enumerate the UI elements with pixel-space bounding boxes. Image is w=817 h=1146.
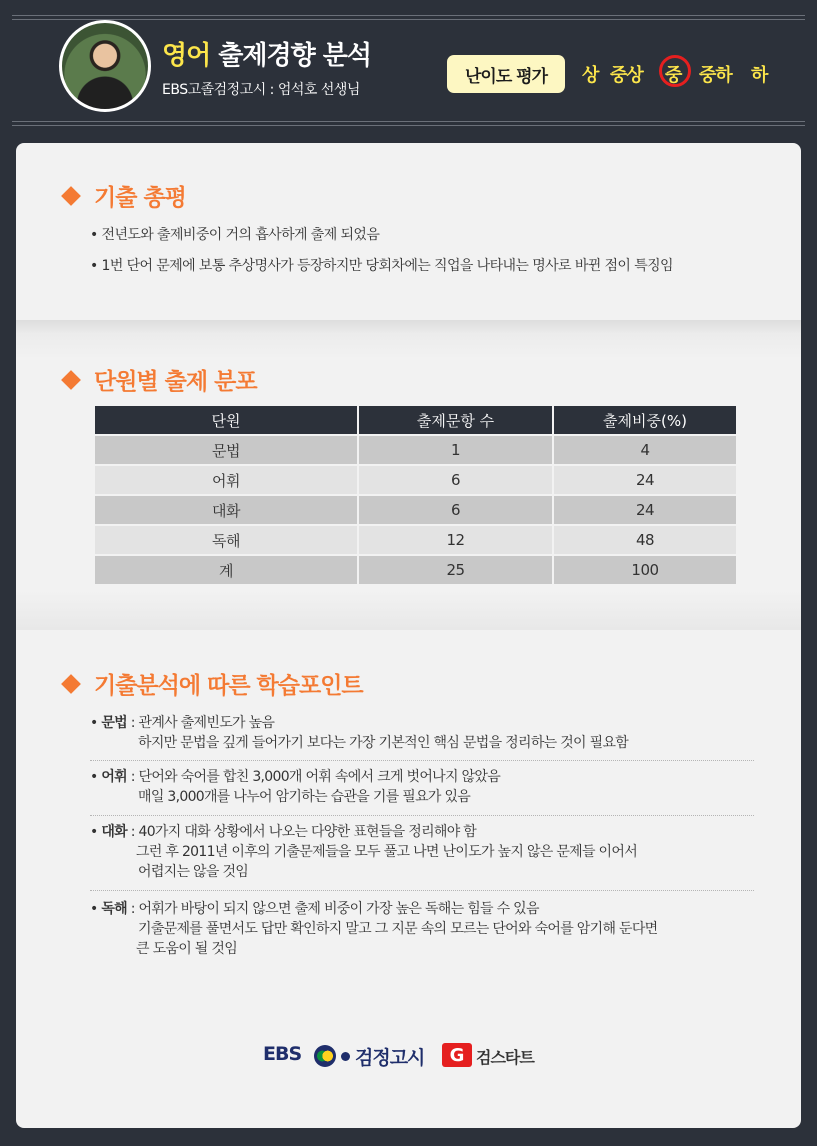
teacher-avatar (59, 20, 151, 112)
header-bottom-rule-2 (12, 125, 805, 126)
point-line: 그런 후 2011년 이후의 기출문제들을 모두 풀고 나면 난이도가 높지 않은 문제들 이어서 (136, 844, 638, 860)
title-rest: 출제경향 분석 (210, 41, 372, 71)
ebs-logo-icon (314, 1045, 336, 1067)
point-head: 독해 (101, 901, 127, 917)
header-bottom-rule (12, 121, 805, 122)
point-line: 하지만 문법을 깊게 들어가기 보다는 가장 기본적인 핵심 문법을 정리하는 것이 필요함 (138, 735, 629, 751)
level-mid-selected: 중 (665, 61, 681, 87)
footer-logos (16, 1039, 801, 1069)
table-row (95, 466, 736, 494)
table-row (95, 556, 736, 584)
study-point-dialogue: • 대화 : 40가지 대화 상황에서 나오는 다양한 표현들을 정리해야 함 그런 후 2011년 이후의 기출문제들을 모두 풀고 나면 난이도가 높지 않은 문제들 이어서 어렵지는 않을 것임 (90, 822, 754, 882)
table-cell: 12 (359, 526, 552, 554)
distribution-title-text: 단원별 출제 분포 (94, 369, 257, 395)
table-cell: 6 (359, 496, 552, 524)
table-cell: 48 (554, 526, 736, 554)
divider (90, 890, 754, 891)
table-cell: 어휘 (95, 466, 357, 494)
level-mid-low: 중하 (699, 65, 732, 86)
summary-bullet: • 1번 단어 문제에 보통 추상명사가 등장하지만 당회차에는 직업을 나타내는 명사로 바뀐 점이 특징임 (90, 255, 673, 275)
ebs-logo-text: EBS (263, 1043, 302, 1065)
table-cell: 6 (359, 466, 552, 494)
table-cell: 독해 (95, 526, 357, 554)
study-point-reading: • 독해 : 어휘가 바탕이 되지 않으면 출제 비중이 가장 높은 독해는 힘들 수 있음 기출문제를 풀면서도 답만 확인하지 말고 그 지문 속의 모르는 단어와 숙어를 암기해 둔다면 큰 도움이 될 것임 (90, 899, 754, 959)
ebs-dot-icon (341, 1052, 350, 1061)
study-points-title-text: 기출분석에 따른 학습포인트 (94, 673, 363, 699)
point-line: 큰 도움이 될 것임 (136, 941, 238, 957)
point-line: 관계사 출제빈도가 높음 (138, 715, 275, 731)
point-line: 40가지 대화 상황에서 나오는 다양한 표현들을 정리해야 함 (138, 824, 477, 840)
table-cell: 대화 (95, 496, 357, 524)
table-cell: 25 (359, 556, 552, 584)
header-top-rule (12, 15, 805, 16)
study-point-vocabulary: • 어휘 : 단어와 숙어를 합친 3,000개 어휘 속에서 크게 벗어나지 않았음 매일 3,000개를 나누어 암기하는 습관을 기를 필요가 있음 (90, 767, 754, 807)
point-head: 문법 (101, 715, 127, 731)
table-row (95, 496, 736, 524)
table-row (95, 436, 736, 464)
difficulty-badge: 난이도 평가 (447, 55, 565, 93)
table-header: 출제비중(%) (554, 406, 736, 434)
point-line: 단어와 숙어를 합친 3,000개 어휘 속에서 크게 벗어나지 않았음 (138, 769, 501, 785)
level-high: 상 (582, 65, 599, 86)
point-head: 대화 (101, 824, 127, 840)
title-highlight: 영어 (162, 41, 211, 71)
gstart-logo-icon: G (442, 1043, 472, 1067)
summary-section-title (61, 179, 186, 212)
diamond-icon (61, 674, 81, 694)
divider (90, 815, 754, 816)
divider (90, 760, 754, 761)
diamond-icon (61, 186, 81, 206)
table-cell: 24 (554, 466, 736, 494)
content-card (16, 143, 801, 1128)
diamond-icon (61, 370, 81, 390)
summary-title-text: 기출 총평 (94, 185, 186, 211)
table-row (95, 526, 736, 554)
table-cell: 계 (95, 556, 357, 584)
point-line: 매일 3,000개를 나누어 암기하는 습관을 기를 필요가 있음 (138, 789, 471, 805)
table-cell: 24 (554, 496, 736, 524)
level-low: 하 (751, 65, 768, 86)
distribution-section-title (61, 363, 257, 396)
page-subtitle: EBS고졸검정고시 : 엄석호 선생님 (162, 82, 360, 98)
study-point-grammar: • 문법 : 관계사 출제빈도가 높음 하지만 문법을 깊게 들어가기 보다는 가장 기본적인 핵심 문법을 정리하는 것이 필요함 (90, 713, 754, 753)
table-cell: 100 (554, 556, 736, 584)
table-cell: 4 (554, 436, 736, 464)
point-line: 어렵지는 않을 것임 (138, 864, 249, 880)
summary-bullet: • 전년도와 출제비중이 거의 흡사하게 출제 되었음 (90, 224, 379, 244)
point-line: 어휘가 바탕이 되지 않으면 출제 비중이 가장 높은 독해는 힘들 수 있음 (138, 901, 539, 917)
gstart-text: 검스타트 (476, 1048, 534, 1067)
table-header-row (95, 406, 736, 434)
brand-text: 검정고시 (355, 1047, 425, 1069)
table-cell: 1 (359, 436, 552, 464)
table-header: 출제문항 수 (359, 406, 552, 434)
point-line: 기출문제를 풀면서도 답만 확인하지 말고 그 지문 속의 모르는 단어와 숙어를 암기해 둔다면 (138, 921, 658, 937)
table-cell: 문법 (95, 436, 357, 464)
level-mid-high: 중상 (610, 65, 643, 86)
distribution-table (93, 404, 738, 586)
header-top-rule-2 (12, 19, 805, 20)
point-head: 어휘 (101, 769, 127, 785)
page-title (162, 35, 371, 72)
study-points-section-title (61, 667, 363, 700)
table-header: 단원 (95, 406, 357, 434)
